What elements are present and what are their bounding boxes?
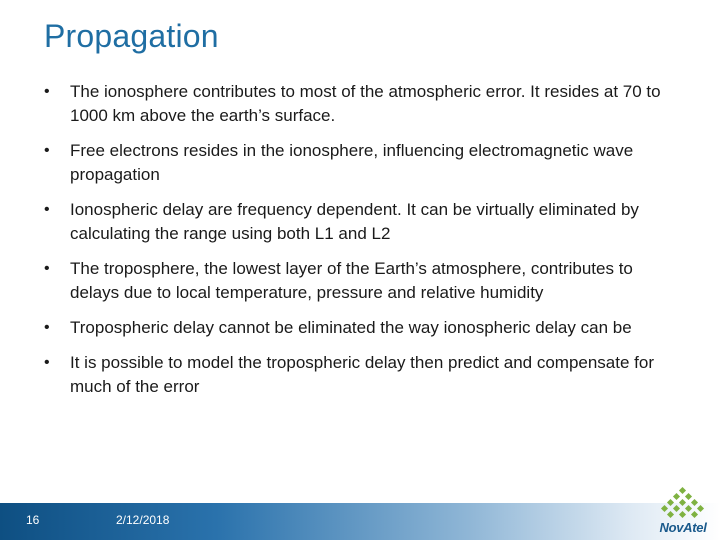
novatel-logo (652, 486, 714, 538)
bullet-marker: • (44, 142, 50, 159)
logo-text: NovAtel (659, 520, 707, 535)
novatel-logo-icon (658, 486, 708, 520)
bullet-text: The ionosphere contributes to most of the atmospheric error. It resides at 70 to 1000 km above the earth’s surface. (70, 82, 661, 125)
footer-bar (0, 503, 720, 540)
bullet-item (44, 139, 684, 187)
bullet-text: The troposphere, the lowest layer of the Earth’s atmosphere, contributes to delays due to local temperature, pressure and relative humidity (70, 259, 633, 302)
bullet-item (44, 198, 684, 246)
bullet-item (44, 257, 684, 305)
bullet-list (44, 80, 684, 410)
bullet-marker: • (44, 354, 50, 371)
bullet-marker: • (44, 319, 50, 336)
bullet-text: Ionospheric delay are frequency dependent. It can be virtually eliminated by calculating the range using both L1 and L2 (70, 200, 639, 243)
bullet-marker: • (44, 260, 50, 277)
bullet-text: Tropospheric delay cannot be eliminated the way ionospheric delay can be (70, 318, 632, 337)
bullet-text: It is possible to model the tropospheric delay then predict and compensate for much of the error (70, 353, 655, 396)
bullet-marker: • (44, 83, 50, 100)
bullet-item (44, 80, 684, 128)
footer-date: 2/12/2018 (116, 513, 170, 527)
bullet-marker: • (44, 201, 50, 218)
page-number: 16 (26, 513, 40, 527)
bullet-item (44, 316, 684, 340)
bullet-item (44, 351, 684, 399)
slide-title: Propagation (44, 18, 219, 54)
bullet-text: Free electrons resides in the ionosphere, influencing electromagnetic wave propagation (70, 141, 634, 184)
